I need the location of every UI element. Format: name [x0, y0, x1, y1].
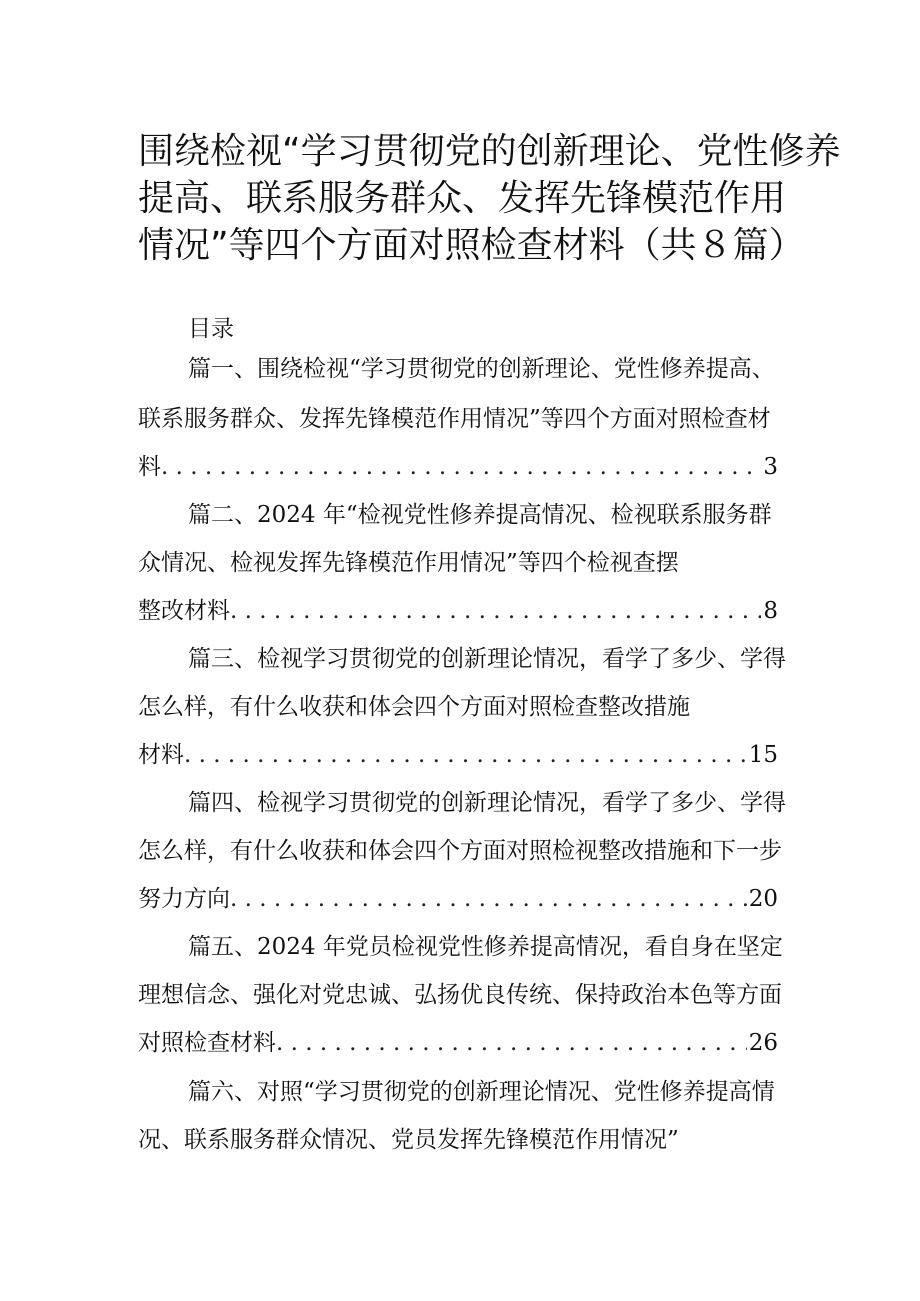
toc-entry-2-last-line[interactable] [138, 595, 778, 627]
toc-page-number: 3 [763, 454, 778, 480]
toc-entry-5-line-2[interactable]: 理想信念、强化对党忠诚、弘扬优良传统、保持政治本色等方面 [138, 982, 782, 1008]
toc-leader-dots [230, 883, 747, 915]
toc-entry-5-last-line[interactable] [138, 1027, 778, 1059]
toc-entry-4-line-2[interactable]: 怎么样，有什么收获和体会四个方面对照检视整改措施和下一步 [138, 838, 782, 864]
toc-page-number: 8 [763, 598, 778, 624]
title-line: 情况”等四个方面对照检查材料（共８篇） [138, 225, 805, 266]
toc-entry-1-line-1[interactable]: 篇一、围绕检视“学习贯彻党的创新理论、党性修养提高、 [188, 356, 775, 382]
toc-entry-2-line-1[interactable]: 篇二、2024 年“检视党性修养提高情况、检视联系服务群 [188, 502, 772, 528]
toc-leader-dots [230, 595, 761, 627]
toc-leader-dots [276, 1027, 747, 1059]
toc-entry-label: 努力方向 [138, 886, 230, 912]
toc-leader-dots [161, 451, 761, 483]
toc-entry-6-line-1[interactable]: 篇六、对照“学习贯彻党的创新理论情况、党性修养提高情 [188, 1079, 775, 1105]
toc-entry-label: 对照检查材料 [138, 1030, 276, 1056]
document-title [138, 128, 841, 269]
toc-entry-3-last-line[interactable] [138, 739, 778, 771]
toc-entry-1-line-2[interactable]: 联系服务群众、发挥先锋模范作用情况”等四个方面对照检查材 [138, 406, 771, 432]
toc-leader-dots [184, 739, 747, 771]
toc-entry-4-line-1[interactable]: 篇四、检视学习贯彻党的创新理论情况，看学了多少、学得 [188, 790, 786, 816]
title-line: 围绕检视“学习贯彻党的创新理论、党性修养 [138, 131, 841, 172]
toc-entry-2-line-2[interactable]: 众情况、检视发挥先锋模范作用情况”等四个检视查摆 [138, 550, 679, 576]
toc-entry-1-last-line[interactable] [138, 451, 778, 483]
toc-entry-3-line-2[interactable]: 怎么样，有什么收获和体会四个方面对照检查整改措施 [138, 694, 690, 720]
toc-entry-5-line-1[interactable]: 篇五、2024 年党员检视党性修养提高情况，看自身在坚定 [188, 934, 783, 960]
toc-entry-4-last-line[interactable] [138, 883, 778, 915]
toc-entry-label: 料 [138, 454, 161, 480]
toc-entry-label: 材料 [138, 742, 184, 768]
toc-page-number: 15 [748, 742, 778, 768]
toc-heading: 目录 [188, 316, 234, 342]
toc-entry-6-line-2[interactable]: 况、联系服务群众情况、党员发挥先锋模范作用情况” [138, 1127, 679, 1153]
toc-page-number: 20 [748, 886, 778, 912]
toc-entry-3-line-1[interactable]: 篇三、检视学习贯彻党的创新理论情况，看学了多少、学得 [188, 646, 786, 672]
toc-page-number: 26 [748, 1030, 778, 1056]
toc-entry-label: 整改材料 [138, 598, 230, 624]
title-line: 提高、联系服务群众、发挥先锋模范作用 [138, 178, 787, 219]
